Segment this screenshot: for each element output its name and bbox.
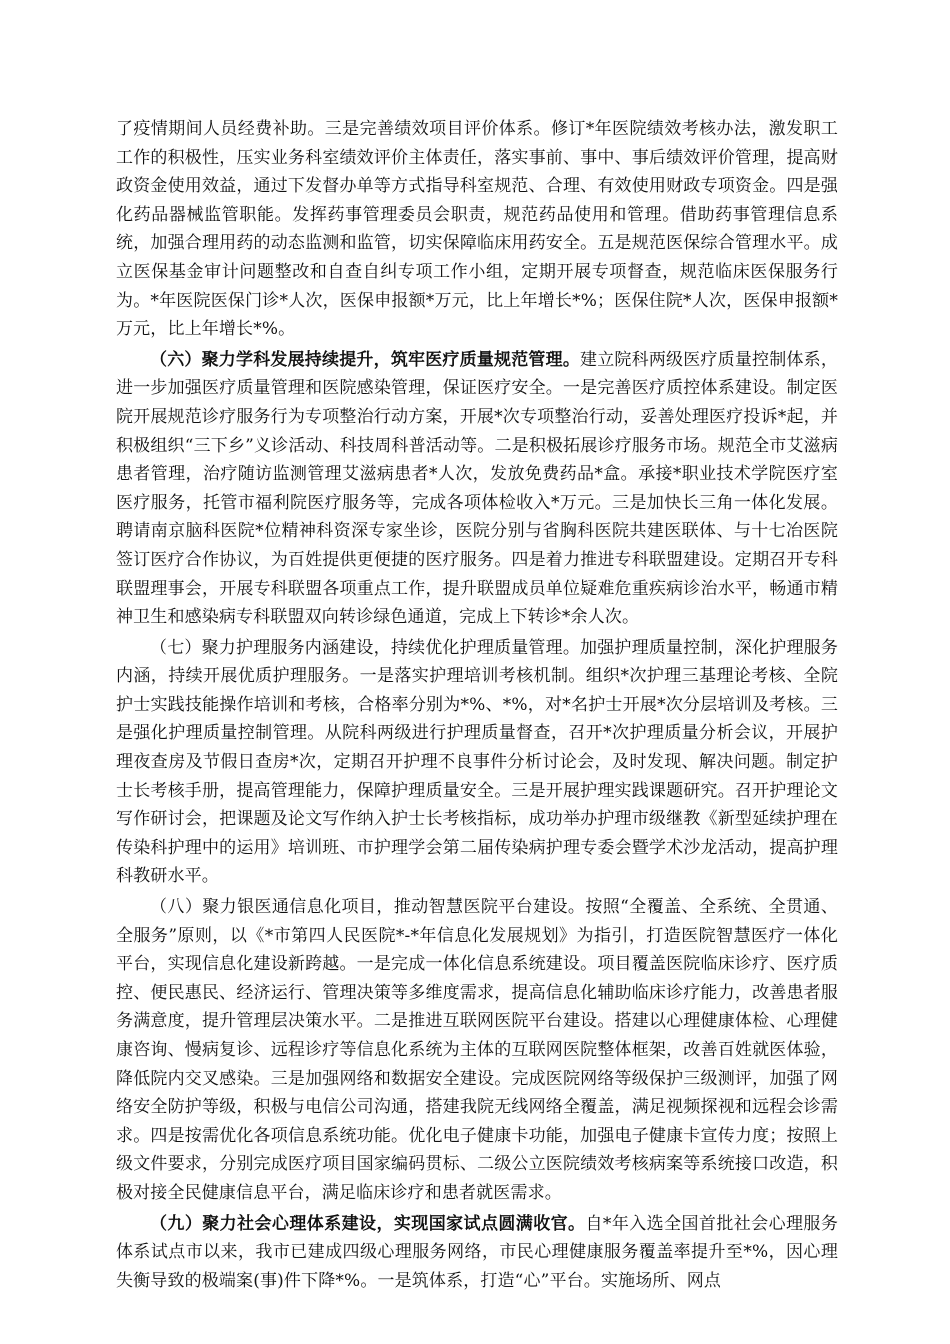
- paragraph-section-6: [116, 346, 838, 632]
- paragraph-text: 自*年入选全国首批社会心理服务体系试点市以来，我市已建成四级心理服务网络，市民心理健康服务覆盖率提升至*%，因心理失衡导致的极端案(事)件下降*%。一是筑体系，打造“心”平台。实施场所、网点: [116, 1213, 839, 1291]
- paragraph-section-8: [116, 893, 838, 1208]
- paragraph-section-9: [116, 1210, 838, 1296]
- section-heading: （六）聚力学科发展持续提升，筑牢医疗质量规范管理。: [150, 349, 581, 370]
- section-heading: （九）聚力社会心理体系建设，实现国家试点圆满收官。: [150, 1213, 586, 1234]
- paragraph-section-7: [116, 634, 838, 891]
- paragraph-text: 了疫情期间人员经费补助。三是完善绩效项目评价体系。修订*年医院绩效考核办法，激发职工工作的积极性，压实业务科室绩效评价主体责任，落实事前、事中、事后绩效评价管理，提高财政资金使用效益，通过下发督办单等方式指导科室规范、合理、有效使用财政专项资金。四是强化药品器械监管职能。发挥药事管理委员会职责，规范药品使用和管理。借助药事管理信息系统，加强合理用药的动态监测和监管，切实保障临床用药安全。五是规范医保综合管理水平。成立医保基金审计问题整改和自查自纠专项工作小组，定期开展专项督查，规范临床医保服务行为。*年医院医保门诊*人次，医保申报额*万元，比上年增长*%；医保住院*人次，医保申报额*万元，比上年增长*%。: [116, 119, 838, 340]
- paragraph-text: （七）聚力护理服务内涵建设，持续优化护理质量管理。加强护理质量控制，深化护理服务内涵，持续开展优质护理服务。一是落实护理培训考核机制。组织*次护理三基理论考核、全院护士实践技能操作培训和考核，合格率分别为*%、*%，对*名护士开展*次分层培训及考核。三是强化护理质量控制管理。从院科两级进行护理质量督查，召开*次护理质量分析会议，开展护理夜查房及节假日查房*次，定期召开护理不良事件分析讨论会，及时发现、解决问题。制定护士长考核手册，提高管理能力，保障护理质量安全。三是开展护理实践课题研究。召开护理论文写作研讨会，把课题及论文写作纳入护士长考核指标，成功举办护理市级继教《新型延续护理在传染科护理中的运用》培训班、市护理学会第二届传染病护理专委会暨学术沙龙活动，提高护理科教研水平。: [116, 637, 838, 887]
- paragraph-text: （八）聚力银医通信息化项目，推动智慧医院平台建设。按照“全覆盖、全系统、全贯通、全服务”原则，以《*市第四人民医院*-*年信息化发展规划》为指引，打造医院智慧医疗一体化平台，实现信息化建设新跨越。一是完成一体化信息系统建设。项目覆盖医院临床诊疗、医疗质控、便民惠民、经济运行、管理决策等多维度需求，提高信息化辅助临床诊疗能力，改善患者服务满意度，提升管理层决策水平。二是推进互联网医院平台建设。搭建以心理健康体检、心理健康咨询、慢病复诊、远程诊疗等信息化系统为主体的互联网医院整体框架，改善百姓就医体验，降低院内交叉感染。三是加强网络和数据安全建设。完成医院网络等级保护三级测评，加强了网络安全防护等级，积极与电信公司沟通，搭建我院无线网络全覆盖，满足视频探视和远程会诊需求。四是按需优化各项信息系统功能。优化电子健康卡功能，加强电子健康卡宣传力度；按照上级文件要求，分别完成医疗项目国家编码贯标、二级公立医院绩效考核病案等系统接口改造，积极对接全民健康信息平台，满足临床诊疗和患者就医需求。: [116, 897, 838, 1203]
- paragraph-continuation: [116, 115, 838, 344]
- document-body: [116, 115, 838, 1297]
- paragraph-text: 建立院科两级医疗质量控制体系，进一步加强医疗质量管理和医院感染管理，保证医疗安全。一是完善医疗质控体系建设。制定医院开展规范诊疗服务行为专项整治行动方案，开展*次专项整治行动，妥善处理医疗投诉*起，并积极组织“三下乡”义诊活动、科技周科普活动等。二是积极拓展诊疗服务市场。规范全市艾滋病患者管理，治疗随访监测管理艾滋病患者*人次，发放免费药品*盒。承接*职业技术学院医疗室医疗服务，托管市福利院医疗服务等，完成各项体检收入*万元。三是加快长三角一体化发展。聘请南京脑科医院*位精神科资深专家坐诊，医院分别与省胸科医院共建医联体、与十七冶医院签订医疗合作协议，为百姓提供更便捷的医疗服务。四是着力推进专科联盟建设。定期召开专科联盟理事会，开展专科联盟各项重点工作，提升联盟成员单位疑难危重疾病诊治水平，畅通市精神卫生和感染病专科联盟双向转诊绿色通道，完成上下转诊*余人次。: [116, 349, 838, 628]
